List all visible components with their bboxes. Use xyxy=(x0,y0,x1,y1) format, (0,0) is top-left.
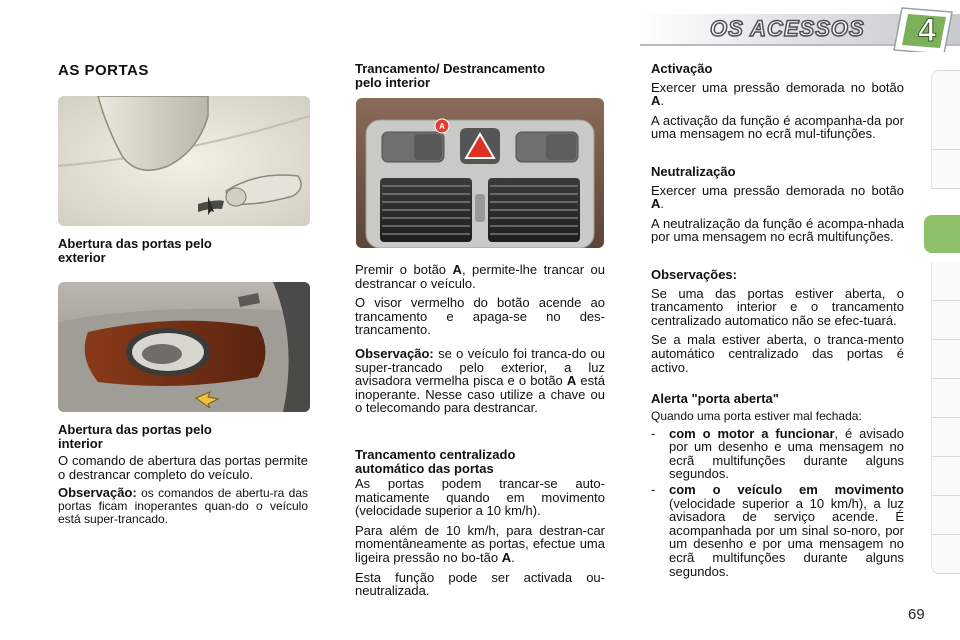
col2-para4-bold: A xyxy=(501,549,512,565)
neutralization-para1 xyxy=(651,184,904,211)
page-number: 69 xyxy=(908,606,925,623)
chapter-header xyxy=(640,0,960,52)
col2-body-2 xyxy=(355,477,605,604)
neutralization-body xyxy=(651,184,904,244)
heading-door-open-alert: Alerta "porta aberta" xyxy=(651,391,779,407)
chapter-tab-1[interactable] xyxy=(931,70,960,112)
col2-para4 xyxy=(355,524,605,565)
col2-para1-bold: A xyxy=(452,262,462,277)
col2-para1 xyxy=(355,263,605,290)
col2-para4-post: . xyxy=(511,549,515,565)
heading-observations: Observações: xyxy=(651,266,737,282)
list-dash: - xyxy=(651,482,656,498)
col2-para2: O visor vermelho do botão acende ao trancamento e apaga-se no des-trancamento. xyxy=(355,295,605,338)
activation-bold: A xyxy=(651,93,661,109)
col2-para3: As portas podem trancar-se auto-maticamente quando em movimento (velocidade superior a 10 km/h). xyxy=(355,476,605,519)
col1-note-label: Observação: xyxy=(58,485,137,501)
neutralization-bold: A xyxy=(651,196,661,212)
col2-para1-post: , permite-lhe trancar ou destrancar o veículo. xyxy=(355,262,605,291)
chapter-tab-9[interactable] xyxy=(931,418,960,457)
activation-para2: A activação da função é acompanha-da por uma mensagem no ecrã mul-tifunções. xyxy=(651,112,904,142)
col2-note-post: está inoperante. Nesse caso utilize a chave ou o telecomando para destrancar. xyxy=(355,373,605,416)
col2-para4-pre: Para além de 10 km/h, para destran-car momentâneamente as portas, efectue uma ligeira pressão no bo-tão xyxy=(355,522,605,565)
alert-item-vehicle-moving xyxy=(651,483,904,578)
dashboard-buttons-photo xyxy=(356,98,604,248)
chapter-tab-6[interactable] xyxy=(931,301,960,340)
section-title: AS PORTAS xyxy=(58,62,149,79)
chapter-title: OS ACESSOS xyxy=(710,16,865,41)
col2-note-bold: A xyxy=(566,373,577,389)
chapter-tab-12[interactable] xyxy=(931,535,960,574)
activation-para1 xyxy=(651,81,904,108)
heading-activation: Activação xyxy=(651,61,713,76)
observations-para1: Se uma das portas estiver aberta, o trancamento interior e o trancamento centralizado automatico não se efec-tuará. xyxy=(651,285,904,328)
chapter-tab-5[interactable] xyxy=(931,262,960,301)
alert-item2-bold: com o veículo em movimento xyxy=(669,482,904,498)
heading-central-locking: Trancamento centralizado automático das portas xyxy=(355,447,516,476)
alert-item1-text xyxy=(669,427,904,481)
chapter-tab-7[interactable] xyxy=(931,340,960,379)
activation-pre: Exercer uma pressão demorada no botão xyxy=(651,79,904,95)
col2-para5: Esta função pode ser activada ou-neutralizada. xyxy=(355,569,605,599)
alert-item2-rest: (velocidade superior a 10 km/h), a luz avisadora de serviço acende. É acompanhada por um sinal so-noro, por um desenho e por uma mensagem no ecrã multifunções durante alguns segundos. xyxy=(669,495,904,579)
alert-list xyxy=(651,427,904,579)
caption-interior: Abertura das portas pelo interior xyxy=(58,422,212,451)
chapter-tab-active[interactable] xyxy=(924,215,960,253)
col2-body xyxy=(355,263,605,421)
chapter-tab-2[interactable] xyxy=(931,111,960,150)
chapter-tab-8[interactable] xyxy=(931,379,960,418)
list-dash: - xyxy=(651,425,656,441)
col3 xyxy=(651,62,904,580)
observations-body xyxy=(651,287,904,375)
interior-door-handle-photo xyxy=(58,282,310,412)
col1-body xyxy=(58,454,308,532)
neutralization-post: . xyxy=(660,196,665,212)
button-a-label: A xyxy=(439,122,445,131)
activation-post: . xyxy=(660,93,665,109)
col2-note-label: Observação: xyxy=(355,345,434,361)
caption-exterior: Abertura das portas pelo exterior xyxy=(58,236,212,265)
activation-body xyxy=(651,81,904,141)
heading-neutralization: Neutralização xyxy=(651,163,736,179)
col2-para1-pre: Premir o botão xyxy=(355,262,453,277)
col2-note-pre: se o veículo foi tranca-do ou super-trancado pelo exterior, a luz avisadora vermelha pisca e o botão xyxy=(355,345,605,389)
chapter-tab-11[interactable] xyxy=(931,496,960,535)
heading-lock-unlock-interior: Trancamento/ Destrancamento pelo interior xyxy=(355,61,546,90)
exterior-door-handle-photo xyxy=(58,96,310,226)
alert-item1-bold: com o motor a funcionar xyxy=(669,425,835,441)
col1-note-text: os comandos de abertu-ra das portas ficam inoperantes quan-do o veículo está super-trancado. xyxy=(58,486,308,526)
chapter-tab-10[interactable] xyxy=(931,457,960,496)
alert-item-engine-running xyxy=(651,427,904,481)
chapter-number: 4 xyxy=(918,12,936,48)
observations-para2: Se a mala estiver aberta, o tranca-mento automático centralizado das portas é activo. xyxy=(651,332,904,375)
col2-note xyxy=(355,347,605,415)
neutralization-para2: A neutralização da função é acompa-nhada por uma mensagem no ecrã multifunções. xyxy=(651,215,904,245)
neutralization-pre: Exercer uma pressão demorada no botão xyxy=(651,182,904,198)
alert-intro: Quando uma porta estiver mal fechada: xyxy=(651,408,862,423)
alert-item2-text xyxy=(669,483,904,578)
chapter-tab-3[interactable] xyxy=(931,150,960,189)
col1-para1: O comando de abertura das portas permite o destrancar completo do veículo. xyxy=(58,453,308,482)
col1-note xyxy=(58,487,308,525)
alert-item1-rest: , é avisado por um desenho e uma mensagem no ecrã multifunções durante alguns segundos. xyxy=(669,425,904,482)
